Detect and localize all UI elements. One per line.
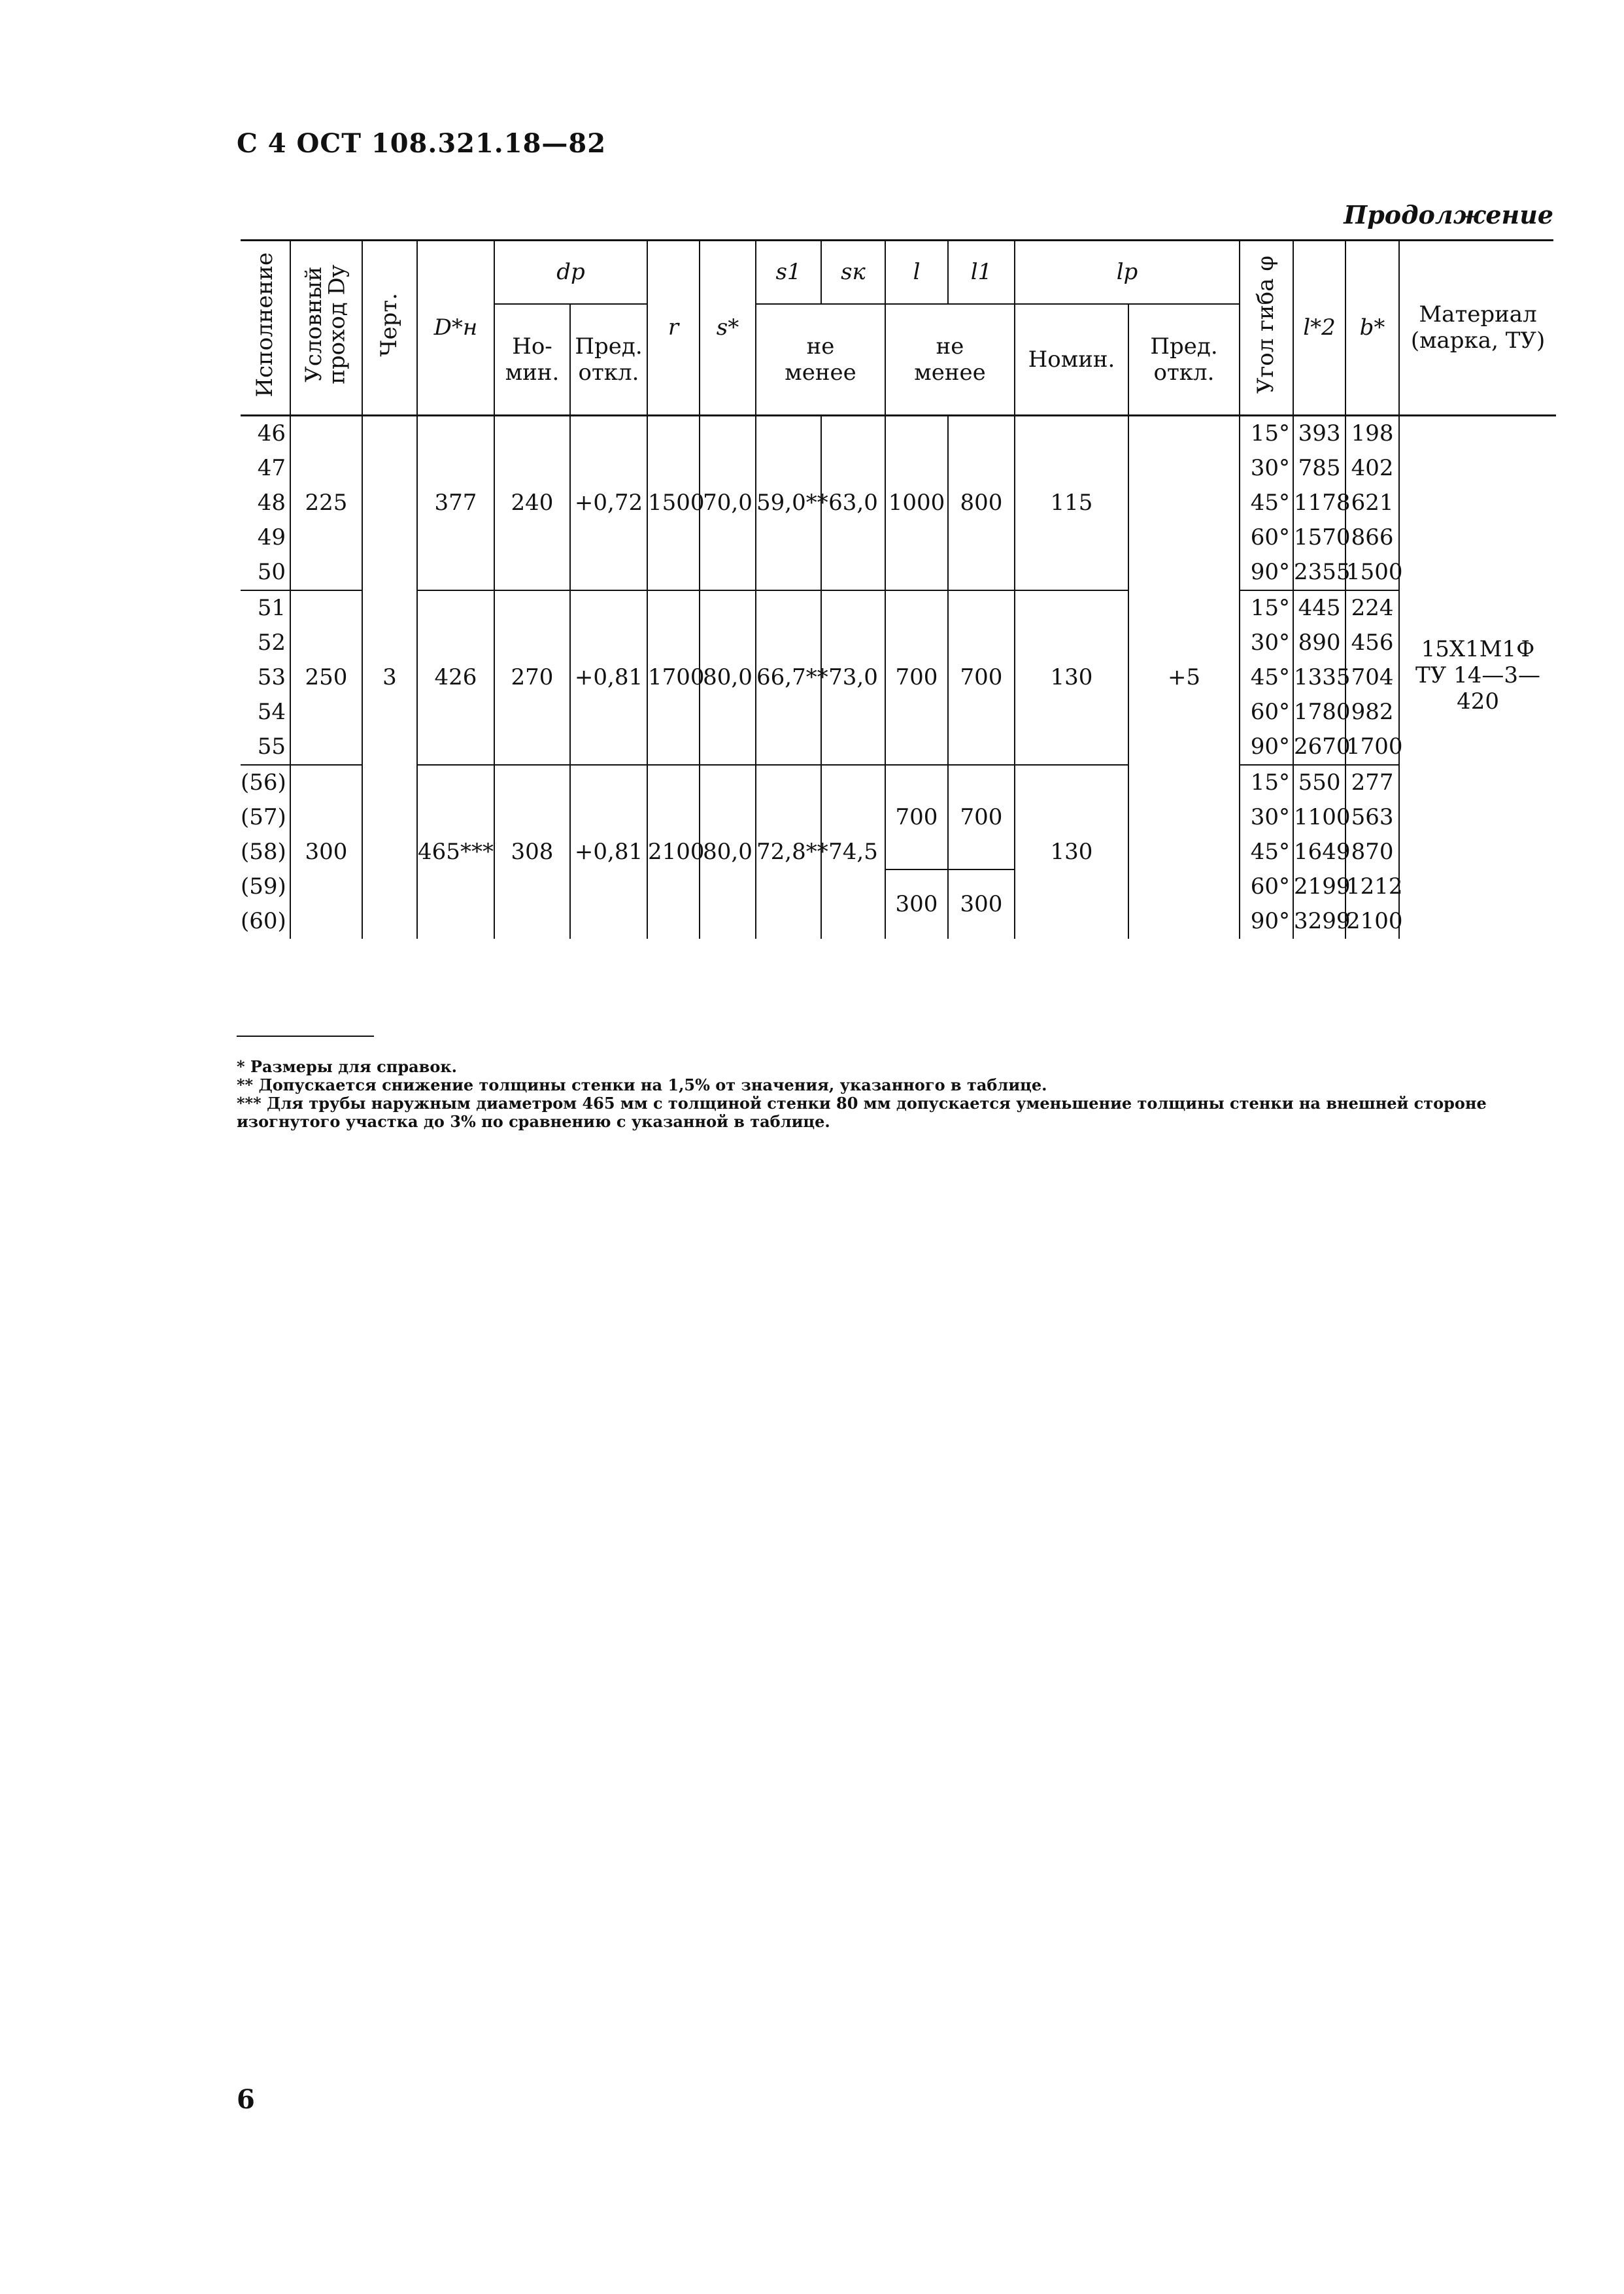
l2-cell: 445 xyxy=(1293,590,1345,626)
angle-cell: 30° xyxy=(1240,451,1293,486)
dp-nom-cell: 240 xyxy=(494,416,570,591)
l2-cell: 393 xyxy=(1293,416,1345,452)
r-cell: 2100 xyxy=(647,765,700,939)
b-cell: 277 xyxy=(1345,765,1399,800)
dn-cell: 377 xyxy=(417,416,494,591)
execution-cell: 47 xyxy=(241,451,290,486)
angle-cell: 90° xyxy=(1240,730,1293,765)
angle-cell: 60° xyxy=(1240,695,1293,730)
l1-cell: 700 xyxy=(948,590,1015,765)
dy-cell: 250 xyxy=(290,590,362,765)
r-cell: 1500 xyxy=(647,416,700,591)
l-cell: 700 xyxy=(885,765,948,869)
lp-nom-cell: 130 xyxy=(1015,765,1128,939)
execution-cell: 48 xyxy=(241,486,290,520)
b-cell: 704 xyxy=(1345,660,1399,695)
angle-cell: 60° xyxy=(1240,520,1293,555)
dp-tol-cell: +0,72 xyxy=(570,416,647,591)
angle-cell: 90° xyxy=(1240,555,1293,590)
dp-tol-cell: +0,81 xyxy=(570,765,647,939)
b-cell: 198 xyxy=(1345,416,1399,452)
lp-nom-cell: 115 xyxy=(1015,416,1128,591)
col-dn: D*н xyxy=(417,241,494,416)
b-cell: 1212 xyxy=(1345,869,1399,904)
col-dp-nom: Но- мин. xyxy=(494,304,570,416)
l2-cell: 2670 xyxy=(1293,730,1345,765)
l1-cell: 800 xyxy=(948,416,1015,591)
col-lp: lp xyxy=(1015,241,1240,304)
col-s-note: не менее xyxy=(756,304,885,416)
col-execution: Исполнение xyxy=(241,241,290,416)
l-cell: 1000 xyxy=(885,416,948,591)
execution-cell: 54 xyxy=(241,695,290,730)
execution-cell: 46 xyxy=(241,416,290,452)
b-cell: 870 xyxy=(1345,835,1399,869)
lp-nom-cell: 130 xyxy=(1015,590,1128,765)
col-sk: sк xyxy=(821,241,885,304)
s-cell: 70,0 xyxy=(700,416,756,591)
lp-tol-cell: +5 xyxy=(1128,416,1240,939)
dp-nom-cell: 270 xyxy=(494,590,570,765)
angle-cell: 15° xyxy=(1240,416,1293,452)
s-cell: 80,0 xyxy=(700,590,756,765)
col-b: b* xyxy=(1345,241,1399,416)
l2-cell: 890 xyxy=(1293,626,1345,660)
execution-cell: 55 xyxy=(241,730,290,765)
execution-cell: (60) xyxy=(241,904,290,939)
col-lp-tol: Пред. откл. xyxy=(1128,304,1240,416)
b-cell: 402 xyxy=(1345,451,1399,486)
l2-cell: 550 xyxy=(1293,765,1345,800)
angle-cell: 90° xyxy=(1240,904,1293,939)
col-dy: Условный проход Dy xyxy=(290,241,362,416)
dn-cell: 426 xyxy=(417,590,494,765)
l-cell-b: 300 xyxy=(885,869,948,939)
b-cell: 621 xyxy=(1345,486,1399,520)
material-cell xyxy=(1399,416,1556,939)
table-row xyxy=(241,416,1556,452)
r-cell: 1700 xyxy=(647,590,700,765)
col-s: s* xyxy=(700,241,756,416)
angle-cell: 60° xyxy=(1240,869,1293,904)
document-header: С 4 ОСТ 108.321.18—82 xyxy=(237,128,607,159)
footnote-rule xyxy=(237,1036,374,1037)
b-cell: 224 xyxy=(1345,590,1399,626)
b-cell: 456 xyxy=(1345,626,1399,660)
col-s1: s1 xyxy=(756,241,821,304)
page-number: 6 xyxy=(237,2084,255,2115)
l2-cell: 785 xyxy=(1293,451,1345,486)
dp-tol-cell: +0,81 xyxy=(570,590,647,765)
angle-cell: 15° xyxy=(1240,765,1293,800)
l1-cell-b: 300 xyxy=(948,869,1015,939)
angle-cell: 30° xyxy=(1240,800,1293,835)
spec-table xyxy=(241,241,1556,939)
execution-cell: (59) xyxy=(241,869,290,904)
execution-cell: (56) xyxy=(241,765,290,800)
b-cell: 982 xyxy=(1345,695,1399,730)
col-l2: l*2 xyxy=(1293,241,1345,416)
col-drawing: Черт. xyxy=(362,241,417,416)
l1-cell: 700 xyxy=(948,765,1015,869)
l2-cell: 1178 xyxy=(1293,486,1345,520)
l2-cell: 1335 xyxy=(1293,660,1345,695)
angle-cell: 45° xyxy=(1240,486,1293,520)
dp-nom-cell: 308 xyxy=(494,765,570,939)
l-cell: 700 xyxy=(885,590,948,765)
sk-cell: 73,0 xyxy=(821,590,885,765)
drawing-cell: 3 xyxy=(362,416,417,939)
angle-cell: 15° xyxy=(1240,590,1293,626)
footnote-2: ** Допускается снижение толщины стенки на 1,5% от значения, указанного в таблице. xyxy=(237,1075,1047,1094)
col-l1: l1 xyxy=(948,241,1015,304)
col-material: Материал (марка, ТУ) xyxy=(1399,241,1556,416)
b-cell: 2100 xyxy=(1345,904,1399,939)
l2-cell: 2355 xyxy=(1293,555,1345,590)
col-dp-tol: Пред. откл. xyxy=(570,304,647,416)
execution-cell: 50 xyxy=(241,555,290,590)
execution-cell: (57) xyxy=(241,800,290,835)
s1-cell: 72,8** xyxy=(756,765,821,939)
l2-cell: 1649 xyxy=(1293,835,1345,869)
b-cell: 1700 xyxy=(1345,730,1399,765)
col-dp: dp xyxy=(494,241,647,304)
dy-cell: 225 xyxy=(290,416,362,591)
table-row xyxy=(241,765,1556,800)
col-lp-nom: Номин. xyxy=(1015,304,1128,416)
l2-cell: 1100 xyxy=(1293,800,1345,835)
l2-cell: 1780 xyxy=(1293,695,1345,730)
angle-cell: 45° xyxy=(1240,835,1293,869)
execution-cell: 52 xyxy=(241,626,290,660)
col-angle: Угол гиба φ xyxy=(1240,241,1293,416)
angle-cell: 45° xyxy=(1240,660,1293,695)
l2-cell: 2199 xyxy=(1293,869,1345,904)
continuation-label: Продолжение xyxy=(1344,200,1553,229)
spec-table-wrap xyxy=(241,241,1553,939)
execution-cell: (58) xyxy=(241,835,290,869)
s1-cell: 59,0** xyxy=(756,416,821,591)
b-cell: 563 xyxy=(1345,800,1399,835)
material-value: 15Х1М1Ф ТУ 14—3—420 xyxy=(1415,636,1540,715)
s1-cell: 66,7** xyxy=(756,590,821,765)
footnotes xyxy=(237,1058,1557,1131)
col-l-note: не менее xyxy=(885,304,1015,416)
table-body xyxy=(241,416,1556,939)
sk-cell: 74,5 xyxy=(821,765,885,939)
footnote-3: *** Для трубы наружным диаметром 465 мм с толщиной стенки 80 мм допускается уменьшение толщины стенки на внешней стороне изогнутого участка до 3% по сравнению с указанной в таблице. xyxy=(237,1094,1487,1131)
s-cell: 80,0 xyxy=(700,765,756,939)
col-l: l xyxy=(885,241,948,304)
execution-cell: 53 xyxy=(241,660,290,695)
b-cell: 1500 xyxy=(1345,555,1399,590)
dn-cell: 465*** xyxy=(417,765,494,939)
col-r: r xyxy=(647,241,700,416)
dy-cell: 300 xyxy=(290,765,362,939)
b-cell: 866 xyxy=(1345,520,1399,555)
l2-cell: 3299 xyxy=(1293,904,1345,939)
table-row xyxy=(241,590,1556,626)
footnote-1: * Размеры для справок. xyxy=(237,1057,458,1076)
l2-cell: 1570 xyxy=(1293,520,1345,555)
sk-cell: 63,0 xyxy=(821,416,885,591)
execution-cell: 49 xyxy=(241,520,290,555)
angle-cell: 30° xyxy=(1240,626,1293,660)
execution-cell: 51 xyxy=(241,590,290,626)
